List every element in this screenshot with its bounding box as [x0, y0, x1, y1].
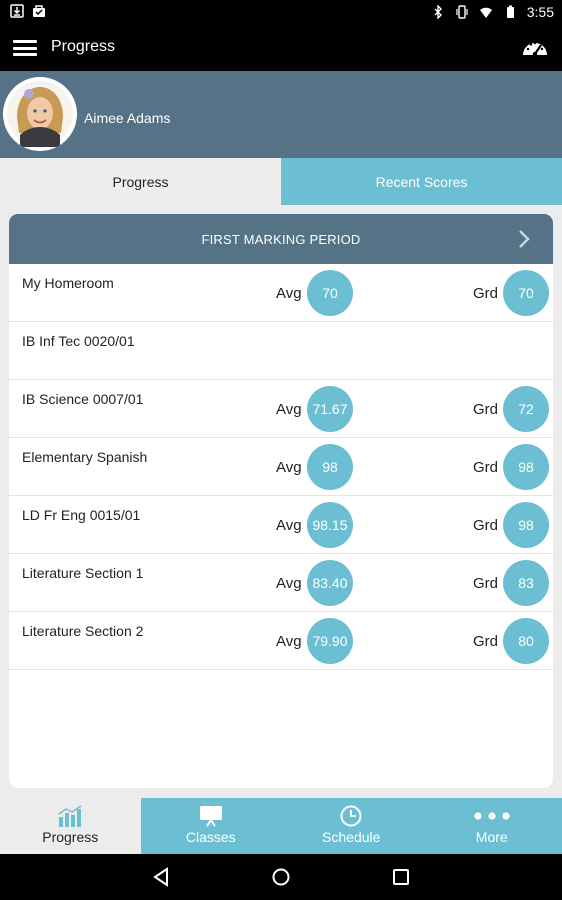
tab-progress[interactable]: Progress	[0, 158, 281, 205]
nav-schedule[interactable]	[281, 798, 422, 854]
recents-icon[interactable]	[391, 867, 411, 887]
status-time: 3:55	[526, 4, 554, 20]
student-profile	[0, 71, 562, 158]
nav-classes[interactable]	[141, 798, 282, 854]
download-icon	[10, 4, 24, 18]
status-bar	[0, 0, 562, 24]
grd-badge: 72	[503, 386, 549, 432]
presentation-board-icon	[198, 805, 224, 827]
class-row[interactable]	[9, 322, 553, 380]
gauge-icon[interactable]	[522, 37, 548, 57]
marking-period-header[interactable]	[9, 214, 553, 264]
avg-badge: 71.67	[307, 386, 353, 432]
system-nav-bar	[0, 854, 562, 900]
app-bar	[0, 24, 562, 71]
nav-label: Progress	[42, 829, 99, 845]
grd-badge: 83	[503, 560, 549, 606]
class-row[interactable]	[9, 264, 553, 322]
nav-label: Schedule	[322, 829, 381, 845]
class-name: LD Fr Eng 0015/01	[22, 507, 141, 523]
nav-progress[interactable]	[0, 798, 141, 854]
class-row[interactable]	[9, 554, 553, 612]
grd-badge: 80	[503, 618, 549, 664]
bluetooth-icon	[431, 5, 445, 19]
grd-badge: 70	[503, 270, 549, 316]
page-title: Progress	[51, 38, 116, 55]
grd-label: Grd	[473, 517, 499, 534]
class-name: Literature Section 2	[22, 623, 144, 639]
class-name: IB Science 0007/01	[22, 391, 144, 407]
marking-period-title: FIRST MARKING PERIOD	[201, 231, 361, 247]
back-icon[interactable]	[151, 867, 171, 887]
grd-label: Grd	[473, 285, 499, 302]
bar-chart-icon	[57, 805, 83, 827]
avg-badge: 83.40	[307, 560, 353, 606]
avg-label: Avg	[276, 575, 302, 592]
battery-icon	[503, 5, 517, 19]
class-row[interactable]	[9, 380, 553, 438]
avg-badge: 98	[307, 444, 353, 490]
grd-badge: 98	[503, 502, 549, 548]
avg-label: Avg	[276, 517, 302, 534]
avg-badge: 98.15	[307, 502, 353, 548]
more-dots-icon	[472, 805, 512, 827]
nav-more[interactable]	[422, 798, 562, 854]
home-icon[interactable]	[271, 867, 291, 887]
grd-label: Grd	[473, 459, 499, 476]
bottom-nav	[0, 798, 562, 854]
avatar	[3, 77, 77, 151]
avg-label: Avg	[276, 459, 302, 476]
grd-label: Grd	[473, 575, 499, 592]
chevron-right-icon[interactable]	[517, 229, 531, 249]
clock-icon	[338, 805, 364, 827]
grd-label: Grd	[473, 401, 499, 418]
class-name: IB Inf Tec 0020/01	[22, 333, 135, 349]
progress-card	[9, 214, 553, 788]
tab-recent-scores[interactable]: Recent Scores	[281, 158, 562, 205]
vibrate-icon	[455, 5, 469, 19]
nav-label: More	[475, 829, 508, 845]
avg-label: Avg	[276, 633, 302, 650]
student-name: Aimee Adams	[84, 110, 171, 126]
class-name: Literature Section 1	[22, 565, 144, 581]
class-row[interactable]	[9, 496, 553, 554]
class-row[interactable]	[9, 438, 553, 496]
nav-label: Classes	[185, 829, 236, 845]
class-name: Elementary Spanish	[22, 449, 148, 465]
avg-label: Avg	[276, 285, 302, 302]
avg-badge: 79.90	[307, 618, 353, 664]
class-name: My Homeroom	[22, 275, 114, 291]
avg-badge: 70	[307, 270, 353, 316]
grd-badge: 98	[503, 444, 549, 490]
grd-label: Grd	[473, 633, 499, 650]
menu-icon[interactable]	[13, 40, 37, 56]
bag-icon	[32, 4, 46, 18]
class-row[interactable]	[9, 612, 553, 670]
avg-label: Avg	[276, 401, 302, 418]
wifi-icon	[479, 5, 493, 19]
tab-bar	[0, 158, 562, 205]
